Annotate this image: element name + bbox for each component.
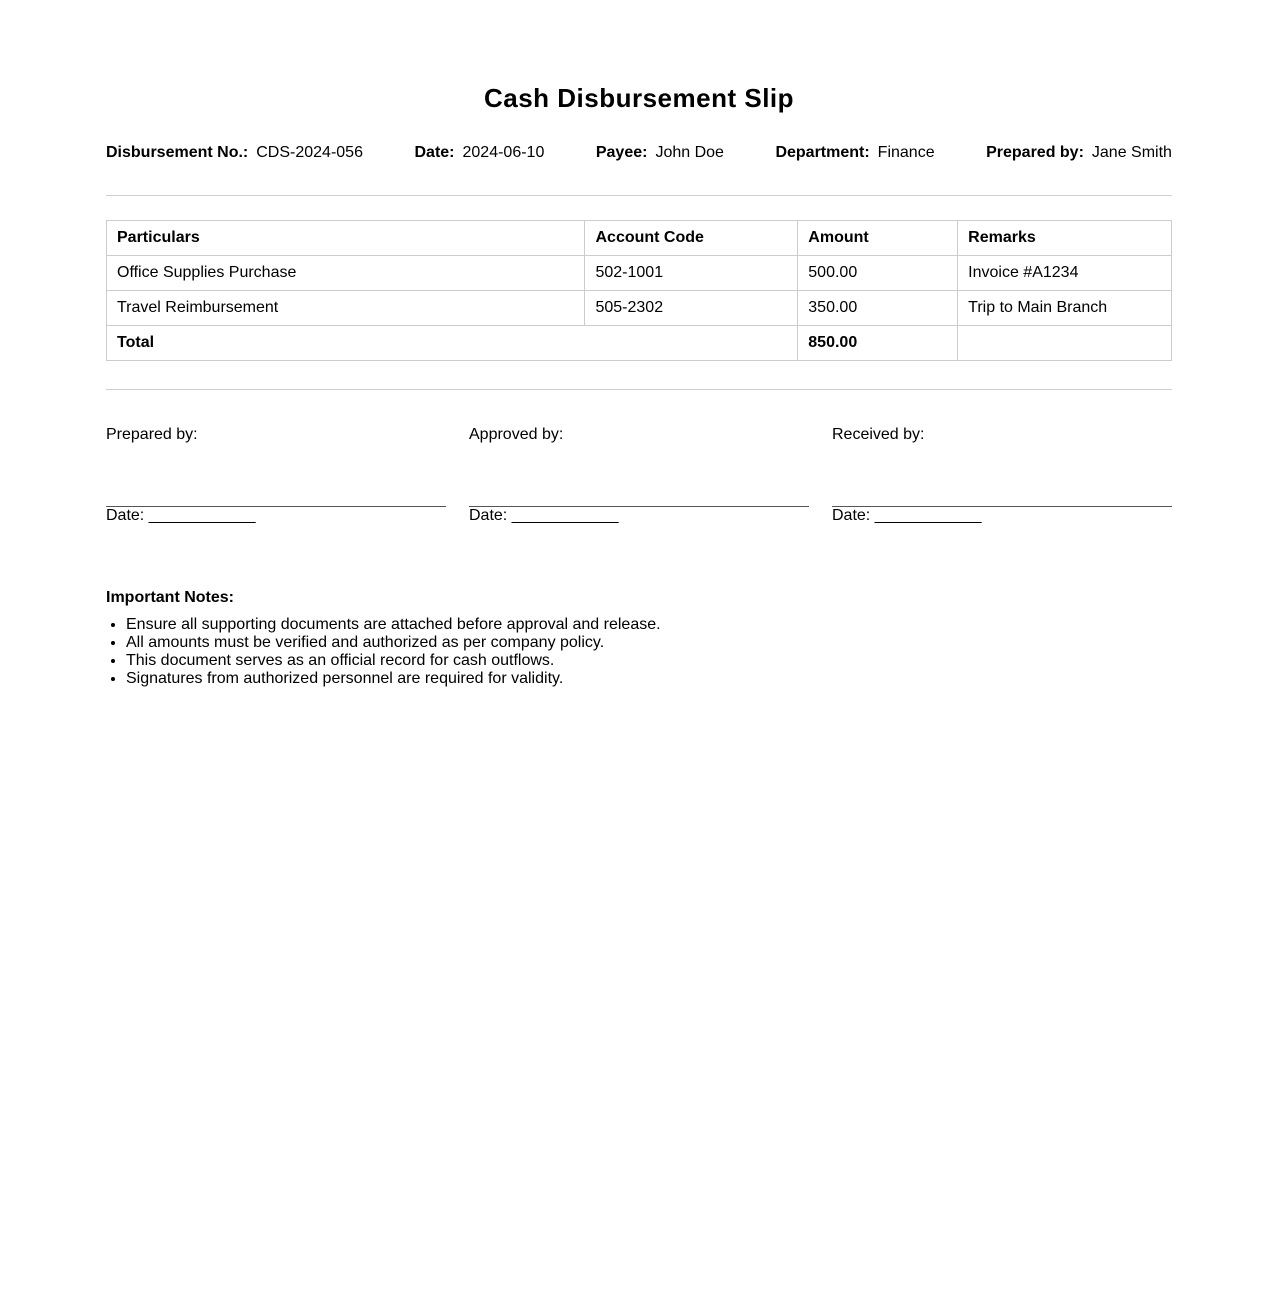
table-row xyxy=(107,256,1172,291)
meta-value: Jane Smith xyxy=(1091,144,1172,161)
page-title: Cash Disbursement Slip xyxy=(483,83,795,113)
meta-value: John Doe xyxy=(655,144,724,161)
meta-value: CDS-2024-056 xyxy=(256,144,363,161)
notes-list xyxy=(106,616,1172,688)
signature-label: Received by: xyxy=(832,426,925,443)
cell-amount: 500.00 xyxy=(798,256,958,291)
cell-account-code: 502-1001 xyxy=(585,256,798,291)
meta-department xyxy=(775,143,934,163)
meta-label: Date: xyxy=(414,144,455,161)
cell-account-code: 505-2302 xyxy=(585,291,798,326)
cell-particulars: Office Supplies Purchase xyxy=(107,256,585,291)
meta-label: Payee: xyxy=(595,144,648,161)
header-account-code: Account Code xyxy=(585,221,798,256)
table-header-row xyxy=(107,221,1172,256)
cell-amount: 350.00 xyxy=(798,291,958,326)
signature-date: Date: ____________ xyxy=(469,507,619,524)
important-notes xyxy=(106,588,1172,688)
header-particulars: Particulars xyxy=(107,221,585,256)
divider-bottom xyxy=(106,389,1172,390)
divider-top xyxy=(106,195,1172,196)
signature-label: Prepared by: xyxy=(106,426,198,443)
list-item: • This document serves as an official record for cash outflows. xyxy=(126,652,1172,670)
meta-value: Finance xyxy=(877,144,935,161)
meta-label: Prepared by: xyxy=(986,144,1084,161)
table-total-row xyxy=(107,326,1172,361)
list-item: • Signatures from authorized personnel are required for validity. xyxy=(126,670,1172,688)
meta-prepared-by xyxy=(986,143,1172,163)
table-row xyxy=(107,291,1172,326)
signature-received-by xyxy=(832,425,1172,525)
cell-remarks: Invoice #A1234 xyxy=(958,256,1172,291)
meta-label: Disbursement No.: xyxy=(106,144,249,161)
list-item: • Ensure all supporting documents are attached before approval and release. xyxy=(126,616,1172,634)
meta-value: 2024-06-10 xyxy=(462,144,545,161)
meta-disbursement-no xyxy=(106,143,363,163)
signature-label: Approved by: xyxy=(469,426,564,443)
notes-title: Important Notes: xyxy=(106,589,234,606)
meta-label: Department: xyxy=(775,144,870,161)
meta-payee xyxy=(596,143,724,163)
total-amount: 850.00 xyxy=(798,326,958,361)
header-amount: Amount xyxy=(798,221,958,256)
slip-meta xyxy=(106,143,1172,163)
signature-prepared-by xyxy=(106,425,446,525)
cell-remarks: Trip to Main Branch xyxy=(958,291,1172,326)
total-remarks xyxy=(958,326,1172,361)
cell-particulars: Travel Reimbursement xyxy=(107,291,585,326)
total-label: Total xyxy=(107,326,798,361)
signature-date: Date: ____________ xyxy=(832,507,982,524)
signature-approved-by xyxy=(469,425,809,525)
disbursement-table xyxy=(106,220,1172,361)
header-remarks: Remarks xyxy=(958,221,1172,256)
signature-date: Date: ____________ xyxy=(106,507,256,524)
list-item: • All amounts must be verified and authorized as per company policy. xyxy=(126,634,1172,652)
meta-date xyxy=(414,143,544,163)
signature-section xyxy=(106,425,1172,525)
